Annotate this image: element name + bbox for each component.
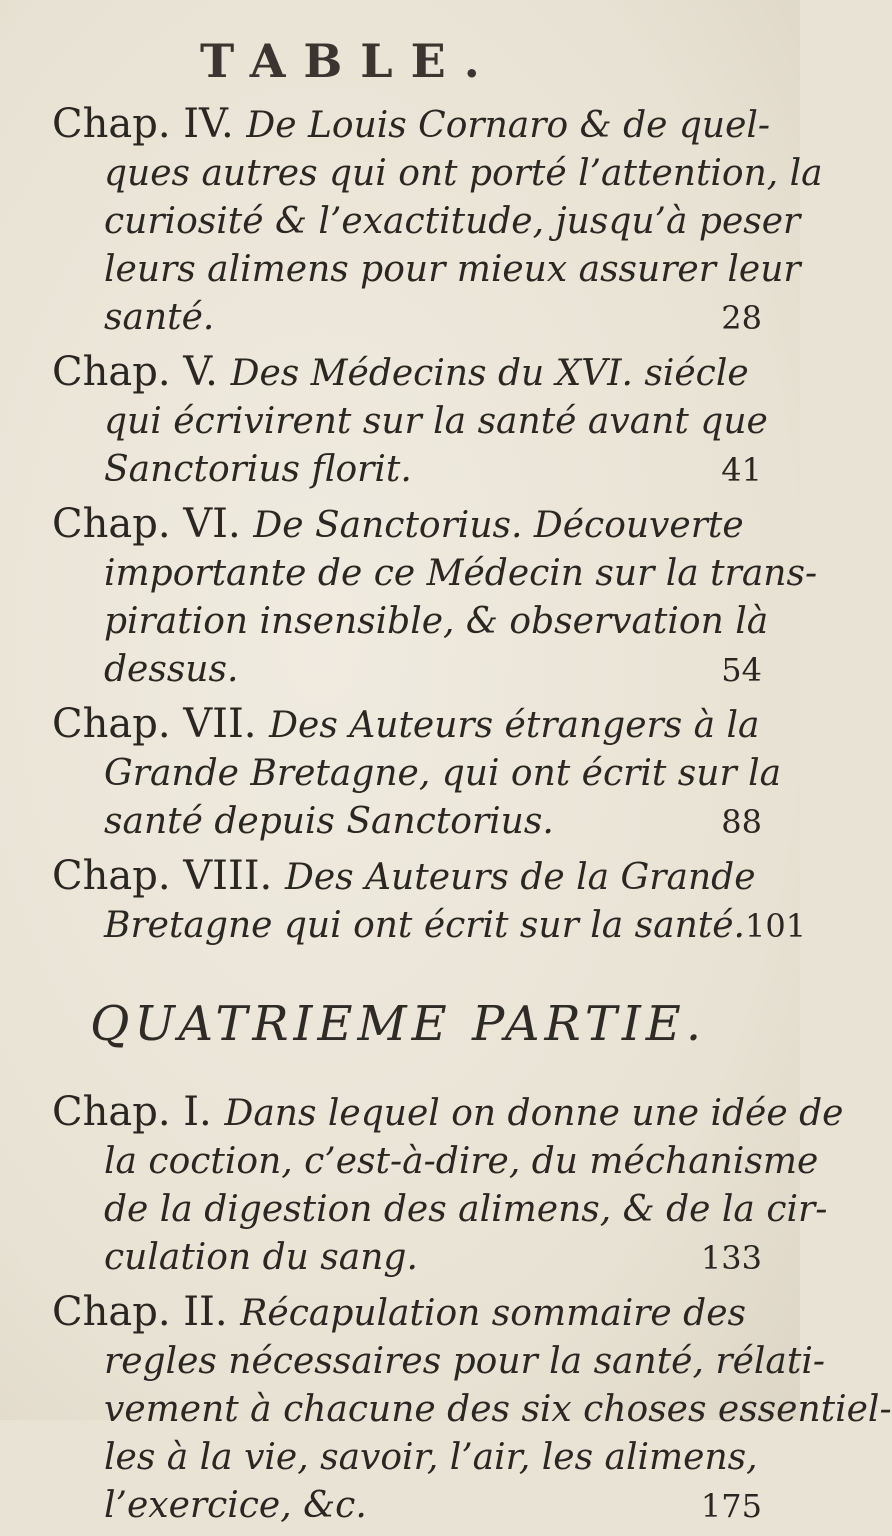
toc-line-text — [104, 398, 768, 446]
toc-line — [52, 1434, 764, 1482]
toc-line-text — [104, 246, 801, 294]
running-title: TABLE. — [200, 34, 498, 88]
toc-line — [52, 1288, 764, 1338]
toc-line-text — [104, 294, 214, 342]
toc-line — [52, 446, 764, 494]
toc-line — [52, 1338, 826, 1386]
page-number: 133 — [700, 1239, 762, 1277]
toc-line-text — [104, 150, 823, 198]
toc-line — [52, 798, 764, 846]
toc-line — [52, 1088, 844, 1138]
page-number: 28 — [721, 299, 762, 337]
toc-entry — [52, 100, 823, 342]
toc-line — [52, 1234, 764, 1282]
toc-entries-top — [52, 100, 823, 950]
entry-text: de la digestion des alimens, & de la cir- — [104, 1189, 828, 1230]
toc-line — [52, 1138, 819, 1186]
toc-entry — [52, 1088, 844, 1282]
entry-text: importante de ce Médecin sur la trans- — [104, 553, 818, 594]
toc-line-text — [52, 1288, 746, 1338]
toc-entry — [52, 500, 818, 694]
entry-text: curiosité & l’exactitude, jusqu’à peser — [104, 201, 801, 242]
toc-entry — [52, 1288, 892, 1530]
toc-line-text — [104, 1434, 758, 1482]
entry-text: Des Auteurs étrangers à la — [269, 705, 760, 746]
toc-line-text — [104, 1482, 367, 1530]
entry-text: dessus. — [104, 649, 239, 690]
toc-line-text — [104, 1338, 825, 1386]
toc-line — [52, 598, 769, 646]
toc-line — [52, 398, 768, 446]
toc-line — [52, 1386, 892, 1434]
toc-line-text — [52, 700, 760, 750]
entry-text: les à la vie, savoir, l’air, les alimens, — [104, 1437, 758, 1478]
entry-text: l’exercice, &c. — [104, 1485, 367, 1526]
entry-text: culation du sang. — [104, 1237, 418, 1278]
chapter-label: Chap. IV. — [52, 101, 247, 147]
entry-text: Sanctorius florit. — [104, 449, 412, 490]
chapter-label: Chap. V. — [52, 349, 231, 395]
toc-line — [52, 902, 807, 950]
page-number: 175 — [700, 1487, 762, 1525]
entry-text: santé depuis Sanctorius. — [104, 801, 554, 842]
toc-line — [52, 646, 764, 694]
chapter-label: Chap. VII. — [52, 701, 270, 747]
toc-line — [52, 1186, 828, 1234]
toc-line-text — [104, 198, 800, 246]
toc-line-text — [104, 750, 781, 798]
entry-text: qui écrivirent sur la santé avant que — [104, 401, 768, 442]
toc-line — [52, 198, 801, 246]
page-number: 88 — [721, 803, 762, 841]
toc-line-text — [52, 852, 756, 902]
chapter-label: Chap. I. — [52, 1089, 225, 1135]
chapter-label: Chap. II. — [52, 1289, 241, 1335]
toc-line-text — [52, 100, 770, 150]
chapter-label: Chap. VI. — [52, 501, 254, 547]
toc-line-text — [104, 446, 412, 494]
part-title: QUATRIEME PARTIE. — [90, 996, 707, 1052]
page-number: 41 — [721, 451, 762, 489]
toc-entry — [52, 700, 782, 846]
entry-text: Des Médecins du XVI. siécle — [230, 353, 749, 394]
toc-entry — [52, 348, 768, 494]
toc-entry — [52, 852, 807, 950]
entry-text: santé. — [104, 297, 215, 338]
entry-text: vement à chacune des six choses essentiel- — [104, 1389, 892, 1430]
entry-text: Bretagne qui ont écrit sur la santé. — [104, 905, 746, 946]
toc-line — [52, 1482, 764, 1530]
toc-line — [52, 852, 764, 902]
toc-line — [52, 348, 764, 398]
entry-text: la coction, c’est-à-dire, du méchanisme — [104, 1141, 819, 1182]
toc-entries-bottom — [52, 1088, 892, 1530]
toc-line-text — [104, 902, 745, 950]
entry-text: ques autres qui ont porté l’attention, la — [104, 153, 823, 194]
toc-line — [52, 246, 801, 294]
toc-line-text — [52, 500, 744, 550]
toc-line — [52, 750, 782, 798]
toc-line — [52, 550, 818, 598]
table-of-contents — [52, 100, 892, 1536]
toc-line — [52, 150, 823, 198]
toc-line-text — [52, 1088, 843, 1138]
toc-line — [52, 294, 764, 342]
toc-line-text — [52, 348, 749, 398]
toc-line-text — [104, 1186, 827, 1234]
entry-text: Grande Bretagne, qui ont écrit sur la — [104, 753, 782, 794]
toc-line-text — [104, 646, 238, 694]
page-number: 101 — [745, 907, 807, 945]
toc-line — [52, 500, 764, 550]
entry-text: Dans lequel on donne une idée de — [224, 1093, 844, 1134]
toc-line — [52, 100, 771, 150]
toc-line — [52, 700, 764, 750]
entry-text: piration insensible, & observation là — [104, 601, 769, 642]
entry-text: Des Auteurs de la Grande — [284, 857, 756, 898]
toc-line-text — [104, 598, 768, 646]
toc-line-text — [104, 798, 554, 846]
toc-line-text — [104, 550, 817, 598]
toc-line-text — [104, 1386, 892, 1434]
chapter-label: Chap. VIII. — [52, 853, 285, 899]
toc-line-text — [104, 1234, 418, 1282]
entry-text: leurs alimens pour mieux assurer leur — [104, 249, 801, 290]
toc-line-text — [104, 1138, 818, 1186]
entry-text: De Sanctorius. Découverte — [253, 505, 744, 546]
entry-text: De Louis Cornaro & de quel- — [246, 105, 771, 146]
page-number: 54 — [721, 651, 762, 689]
entry-text: regles nécessaires pour la santé, rélati- — [104, 1341, 826, 1382]
entry-text: Récapulation sommaire des — [240, 1293, 746, 1334]
